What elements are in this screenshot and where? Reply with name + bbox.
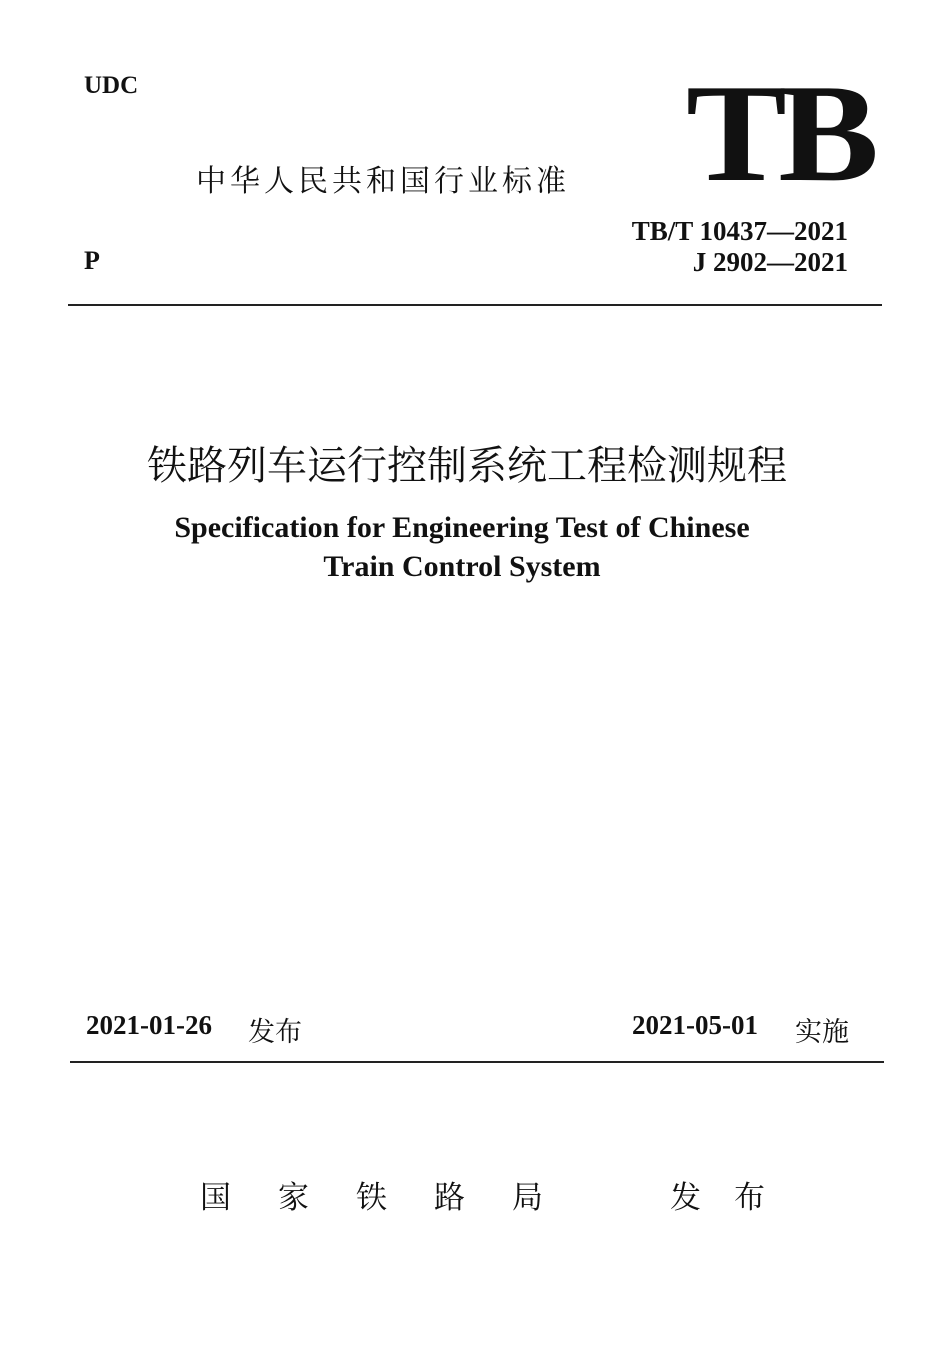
top-divider	[68, 304, 882, 306]
standard-code-block	[632, 216, 848, 278]
publisher-name: 国家铁路局	[200, 1180, 590, 1216]
udc-label: UDC	[84, 72, 139, 99]
document-title-english	[0, 508, 924, 586]
standard-code-primary: TB/T 10437—2021	[631, 216, 848, 246]
implementation-date: 2021-05-01	[632, 1010, 758, 1040]
publish-label: 发布	[670, 1180, 798, 1216]
bottom-divider	[70, 1061, 884, 1063]
document-title-english-line1: Specification for Engineering Test of Chinese	[174, 511, 750, 544]
standard-code-secondary: J 2902—2021	[692, 247, 848, 277]
document-title-english-line2: Train Control System	[323, 550, 601, 583]
issue-date: 2021-01-26	[86, 1010, 212, 1040]
tb-logo: TB	[686, 56, 871, 211]
issue-label: 发布	[248, 1017, 302, 1048]
document-title-chinese: 铁路列车运行控制系统工程检测规程	[147, 443, 787, 489]
classification-letter: P	[84, 246, 100, 275]
standard-category-title: 中华人民共和国行业标准	[196, 164, 570, 199]
implementation-label: 实施	[795, 1017, 849, 1048]
